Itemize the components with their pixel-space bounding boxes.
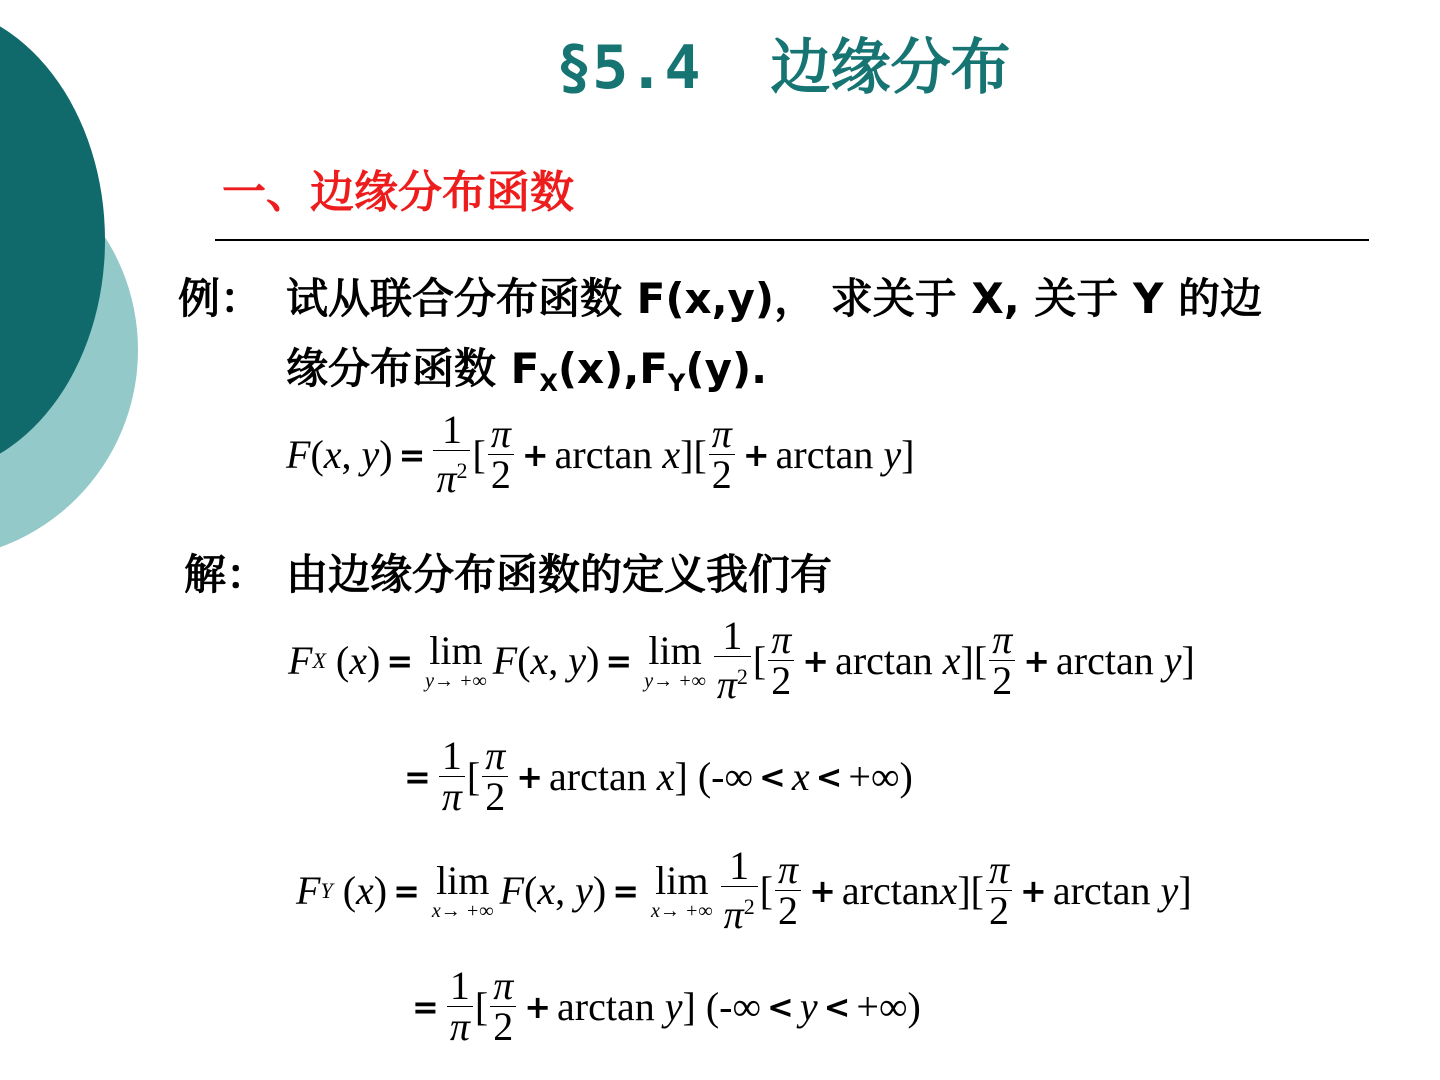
joint-distribution-formula: F ( x , y ) = $\frac{1}{\pi^2}$ [ $\frac{\pi}{2}$ + arctan x ][ $\frac{\pi}{2}$ + arctan y ]	[286, 407, 915, 501]
slide-title	[556, 20, 1011, 106]
section-heading: 一、边缘分布函数	[222, 167, 574, 218]
solution-label: 解：	[184, 550, 269, 599]
example-line-2: 缘分布函数 $F_X(x),F_Y(y)$.	[286, 344, 768, 397]
marginal-fy-limit-formula: F Y ( x ) = lim x→ +∞ F ( x , y ) = lim x→ +∞ $\frac{1}{\pi^2}$ [ $\frac{\pi}{2}$ + arctan x ][ $\frac{\pi}{2}$ + arctan y ]	[296, 843, 1192, 937]
marginal-fy-result-formula: = $\frac{1}{\pi}$ [ $\frac{\pi}{2}$ + arctan y ] ( -∞ < y < +∞ )	[412, 963, 921, 1049]
title-number: §5.4	[556, 33, 701, 103]
solution-line: 由边缘分布函数的定义我们有	[286, 550, 833, 599]
marginal-fx-result-formula: = $\frac{1}{\pi}$ [ $\frac{\pi}{2}$ + arctan x ] ( -∞ < x < +∞ )	[404, 733, 913, 819]
example-line-1: 试从联合分布函数 F(x,y)， 求关于 X, 关于 Y 的边	[286, 274, 1262, 323]
marginal-fx-limit-formula: F X ( x ) = lim y→ +∞ F ( x , y ) = lim y→ +∞ $\frac{1}{\pi^2}$ [ $\frac{\pi}{2}$ + arctan x ][ $\frac{\pi}{2}$ + arctan y ]	[288, 613, 1195, 707]
example-label: 例：	[178, 274, 263, 323]
title-text: 边缘分布	[770, 33, 1011, 103]
divider-line	[215, 239, 1369, 241]
